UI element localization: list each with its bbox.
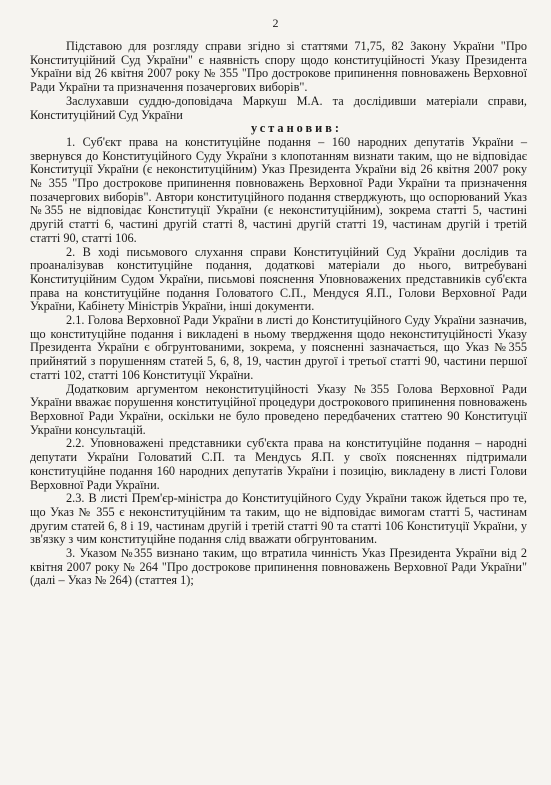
section-heading: установив: bbox=[251, 121, 342, 136]
paragraph-hearing: Заслухавши суддю-доповідача Маркуш М.А. та дослідивши матеріали справи, Конституційний Суд України bbox=[30, 93, 527, 122]
document-body bbox=[30, 40, 527, 588]
paragraph-3: 3. Указом №355 визнано таким, що втратила чинність Указ Президента України від 2 квітня 2007 року № 264 "Про дострокове припинення повноважень Верховної Ради України" (далі – Указ № 264) (статтея 1); bbox=[30, 546, 527, 588]
paragraph-2-2: 2.2. Уповноважені представники суб'єкта права на конституційне подання – народні депутати України Головатий С.П. та Мендусь Я.П. у своїх поясненнях підтримали конституційне подання 160 народних депутатів України і позицію, викладену в листі Голови Верховної Ради України. bbox=[30, 436, 527, 492]
paragraph-additional-argument: Додатковим аргументом неконституційності Указу №355 Голова Верховної Ради України вважає порушення конституційної процедури дострокового припинення повноважень Верховної Ради України, оскільки не було проведено передбачених статтею 90 Конституції України консультацій. bbox=[30, 381, 527, 437]
paragraph-1: 1. Суб'єкт права на конституційне подання – 160 народних депутатів України – звернувся до Конституційного Суду України з клопотанням визнати таким, що не відповідає Конституції України (є неконституційним) Указ Президента України від 26 квітня 2007 року № 355 "Про дострокове припинення повноважень Верховної Ради України та призначення позачергових виборів". Автори конституційного подання стверджують, що оспорюваний Указ №355 не відповідає Конституції України (є неконституційним), зокрема статті 5, частині другій статті 6, частині другій статті 8, частині другій статті 19, частинам другій і третій статті 90, статті 106. bbox=[30, 134, 527, 245]
paragraph-basis: Підставою для розгляду справи згідно зі статтями 71,75, 82 Закону України "Про Конституційний Суд України" є наявність спору щодо конституційності Указу Президента України від 26 квітня 2007 року № 355 "Про дострокове припинення повноважень Верховної Ради України та призначення позачергових виборів". bbox=[30, 39, 527, 95]
page-number: 2 bbox=[272, 16, 279, 30]
paragraph-2: 2. В ході письмового слухання справи Конституційний Суд України дослідив та проаналізував конституційне подання, додаткові матеріали до нього, витребувані Конституційним Судом України, письмові пояснення Уповноважених представників суб'єкта права на конституційне подання Головатого С.П., Мендуся Я.П., Голови Верховної Ради України, Кабінету Міністрів України, інші документи. bbox=[30, 244, 527, 314]
paragraph-2-1: 2.1. Голова Верховної Ради України в листі до Конституційного Суду України зазначив, що конституційне подання і викладені в ньому твердження щодо неконституційності Указу Президента України є обгрунтованими, зокрема, у поясненні зазначається, що Указ №355 прийнятий з порушенням статей 5, 6, 8, 19, частин другої і третьої статті 90, частини першої статті 102, статті 106 Конституції України. bbox=[30, 313, 527, 382]
paragraph-2-3: 2.3. В листі Прем'єр-міністра до Конституційного Суду України також йдеться про те, що Указ № 355 є неконституційним та таким, що не відповідає вимогам статті 5, частинам другим статей 6, 8 і 19, частинам другій і третій статті 90 та статті 106 Конституції України, у зв'язку з чим конституційне подання слід вважати обгрунтованим. bbox=[30, 491, 527, 547]
